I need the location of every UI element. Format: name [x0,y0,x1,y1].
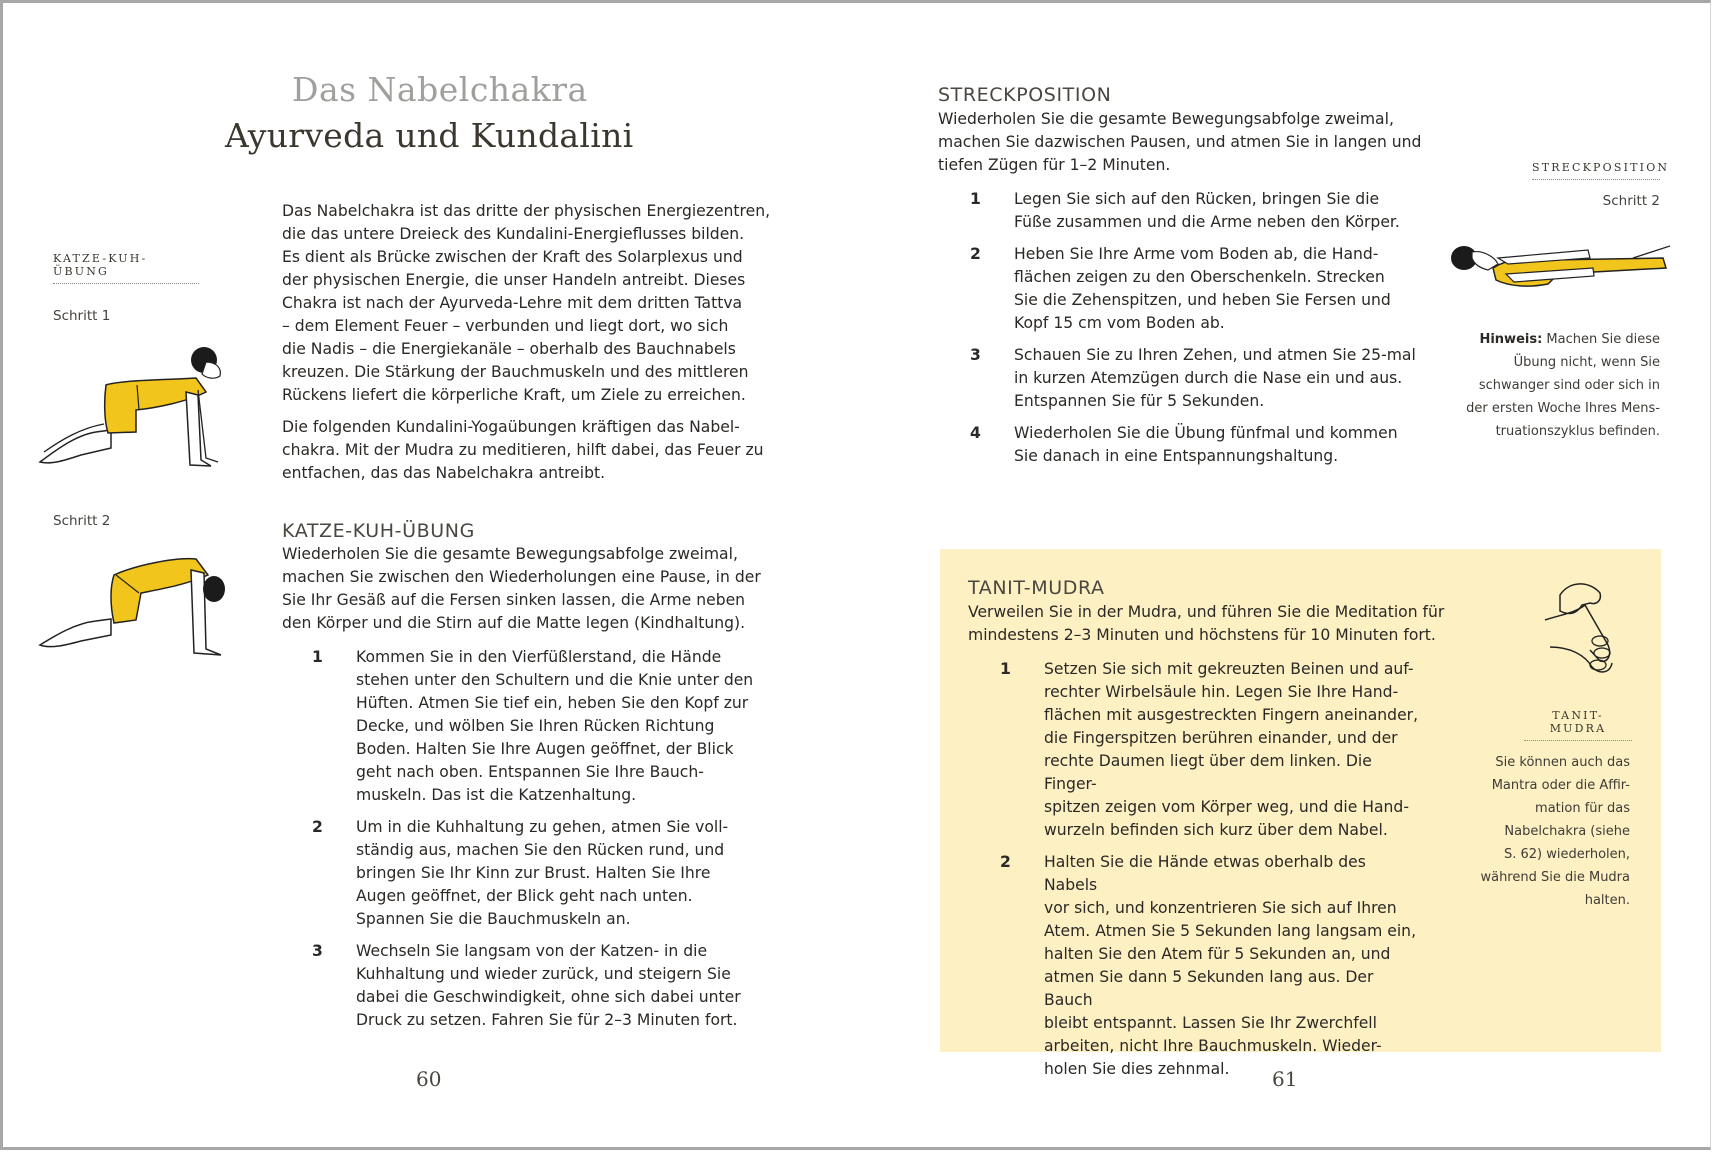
step1-label: Schritt 1 [53,308,111,324]
streckposition-steps [970,188,1420,477]
intro-text [282,200,772,485]
mantra-note: Sie können auch das Mantra oder die Affir- mation für das Nabelchakra (siehe S. 62) wiederholen, während Sie die Mudra halten. [1480,755,1630,908]
step-item: 1 Legen Sie sich auf den Rücken, bringen Sie die Füße zusammen und die Arme neben den Körper. [970,190,1400,231]
chapter-title: Das Nabelchakra [292,70,588,109]
tanit-mudra-intro: Verweilen Sie in der Mudra, und führen Sie die Meditation für mindestens 2–3 Minuten und höchstens für 10 Minuten fort. [968,603,1445,644]
tanit-mudra-steps [1000,658,1420,1090]
page-number-left: 60 [416,1067,442,1091]
step-item: 1 Setzen Sie sich mit gekreuzten Beinen und auf- rechter Wirbelsäule hin. Legen Sie Ihre Hand- flächen mit ausgestreckten Fingern aneinander, die Fingerspitzen berühren einander, und der rechte Daumen liegt über dem linken. Die Finger- spitzen zeigen vom Körper weg, und die Hand- wurzeln befinden sich kurz über dem Nabel. [1000,660,1419,839]
step-item: 3 Schauen Sie zu Ihren Zehen, und atmen Sie 25-mal in kurzen Atemzügen durch die Nase ein und aus. Entspannen Sie für 5 Sekunden. [970,346,1416,410]
section-heading-tanit-mudra: TANIT-MUDRA [968,577,1105,599]
sidebar-caption-tanit-mudra: TANIT-MUDRA [1524,709,1632,741]
cat-pose-illustration [36,340,236,475]
hands-mudra-illustration [1530,575,1630,685]
step2-label: Schritt 2 [53,513,111,529]
stretch-pose-illustration [1448,228,1670,298]
page-number-right: 61 [1272,1067,1298,1091]
step-item: 2 Heben Sie Ihre Arme vom Boden ab, die Hand- flächen zeigen zu den Oberschenkeln. Strecken Sie die Zehenspitzen, und heben Sie Fersen und Kopf 15 cm vom Boden ab. [970,245,1391,332]
streckposition-intro: Wiederholen Sie die gesamte Bewegungsabfolge zweimal, machen Sie dazwischen Pausen, und atmen Sie in langen und tiefen Zügen für 1–2 Minuten. [938,110,1422,174]
katze-kuh-steps [312,646,772,1041]
pregnancy-hint: Hinweis: Machen Sie diese Übung nicht, wenn Sie schwanger sind oder sich in der ersten Woche Ihres Mens- truationszyklus befinden. [1466,332,1660,439]
katze-kuh-intro: Wiederholen Sie die gesamte Bewegungsabfolge zweimal, machen Sie zwischen den Wiederholungen eine Pause, in der Sie Ihr Gesäß auf die Fersen sinken lassen, die Arme neben den Körper und die Stirn auf die Matte legen (Kindhaltung). [282,545,761,632]
section-heading-streckposition: STRECKPOSITION [938,84,1112,106]
step-item: 3 Wechseln Sie langsam von der Katzen- in die Kuhhaltung und wieder zurück, und steigern Sie dabei die Geschwindigkeit, ohne sich dabei unter Druck zu setzen. Fahren Sie für 2–3 Minuten fort. [312,942,741,1029]
step-item: 1 Kommen Sie in den Vierfüßlerstand, die Hände stehen unter den Schultern und die Knie unter den Hüften. Atmen Sie tief ein, heben Sie den Kopf zur Decke, und wölben Sie Ihren Rücken Richtung Boden. Halten Sie Ihre Augen geöffnet, der Blick geht nach oben. Entspannen Sie Ihre Bauch- muskeln. Das ist die Katzenhaltung. [312,648,754,804]
step-item: 2 Halten Sie die Hände etwas oberhalb des Nabels vor sich, und konzentrieren Sie sich auf Ihren Atem. Atmen Sie 5 Sekunden lang langsam ein, halten Sie den Atem für 5 Sekunden an, und atmen Sie dann 5 Sekunden lang aus. Der Bauch bleibt entspannt. Lassen Sie Ihr Zwerchfell arbeiten, nicht Ihre Bauchmuskeln. Wieder- holen Sie dies zehnmal. [1000,853,1417,1078]
sidebar-caption-katze-kuh: KATZE-KUH-ÜBUNG [53,252,199,284]
cow-pose-illustration [36,545,236,660]
chapter-subtitle: Ayurveda und Kundalini [225,116,634,155]
section-heading-katze-kuh: KATZE-KUH-ÜBUNG [282,520,475,542]
intro-paragraph-1: Das Nabelchakra ist das dritte der physischen Energiezentren, die das untere Dreieck des Kundalini-Energieflusses bilden. Es dient als Brücke zwischen der Kraft des Solarplexus und der physischen Energie, die unser Handeln antreibt. Dieses Chakra ist nach der Ayurveda-Lehre mit dem dritten Tattva – dem Element Feuer – verbunden und liegt dort, wo sich die Nadis – die Energiekanäle – oberhalb des Bauchnabels kreuzen. Die Stärkung der Bauchmuskeln und des mittleren Rückens liefert die körperliche Kraft, um Ziele zu erreichen. [282,202,771,404]
streck-step-label: Schritt 2 [1602,193,1660,209]
step-item: 2 Um in die Kuhhaltung zu gehen, atmen Sie voll- ständig aus, machen Sie den Rücken rund, und bringen Sie Ihr Kinn zur Brust. Halten Sie Ihre Augen geöffnet, der Blick geht nach unten. Spannen Sie die Bauchmuskeln an. [312,818,729,928]
step-item: 4 Wiederholen Sie die Übung fünfmal und kommen Sie danach in eine Entspannungshaltung. [970,424,1398,465]
sidebar-caption-streckposition: STRECKPOSITION [1532,161,1660,180]
intro-paragraph-2: Die folgenden Kundalini-Yogaübungen kräftigen das Nabel- chakra. Mit der Mudra zu meditieren, hilft dabei, das Feuer zu entfachen, das das Nabelchakra antreibt. [282,418,764,482]
